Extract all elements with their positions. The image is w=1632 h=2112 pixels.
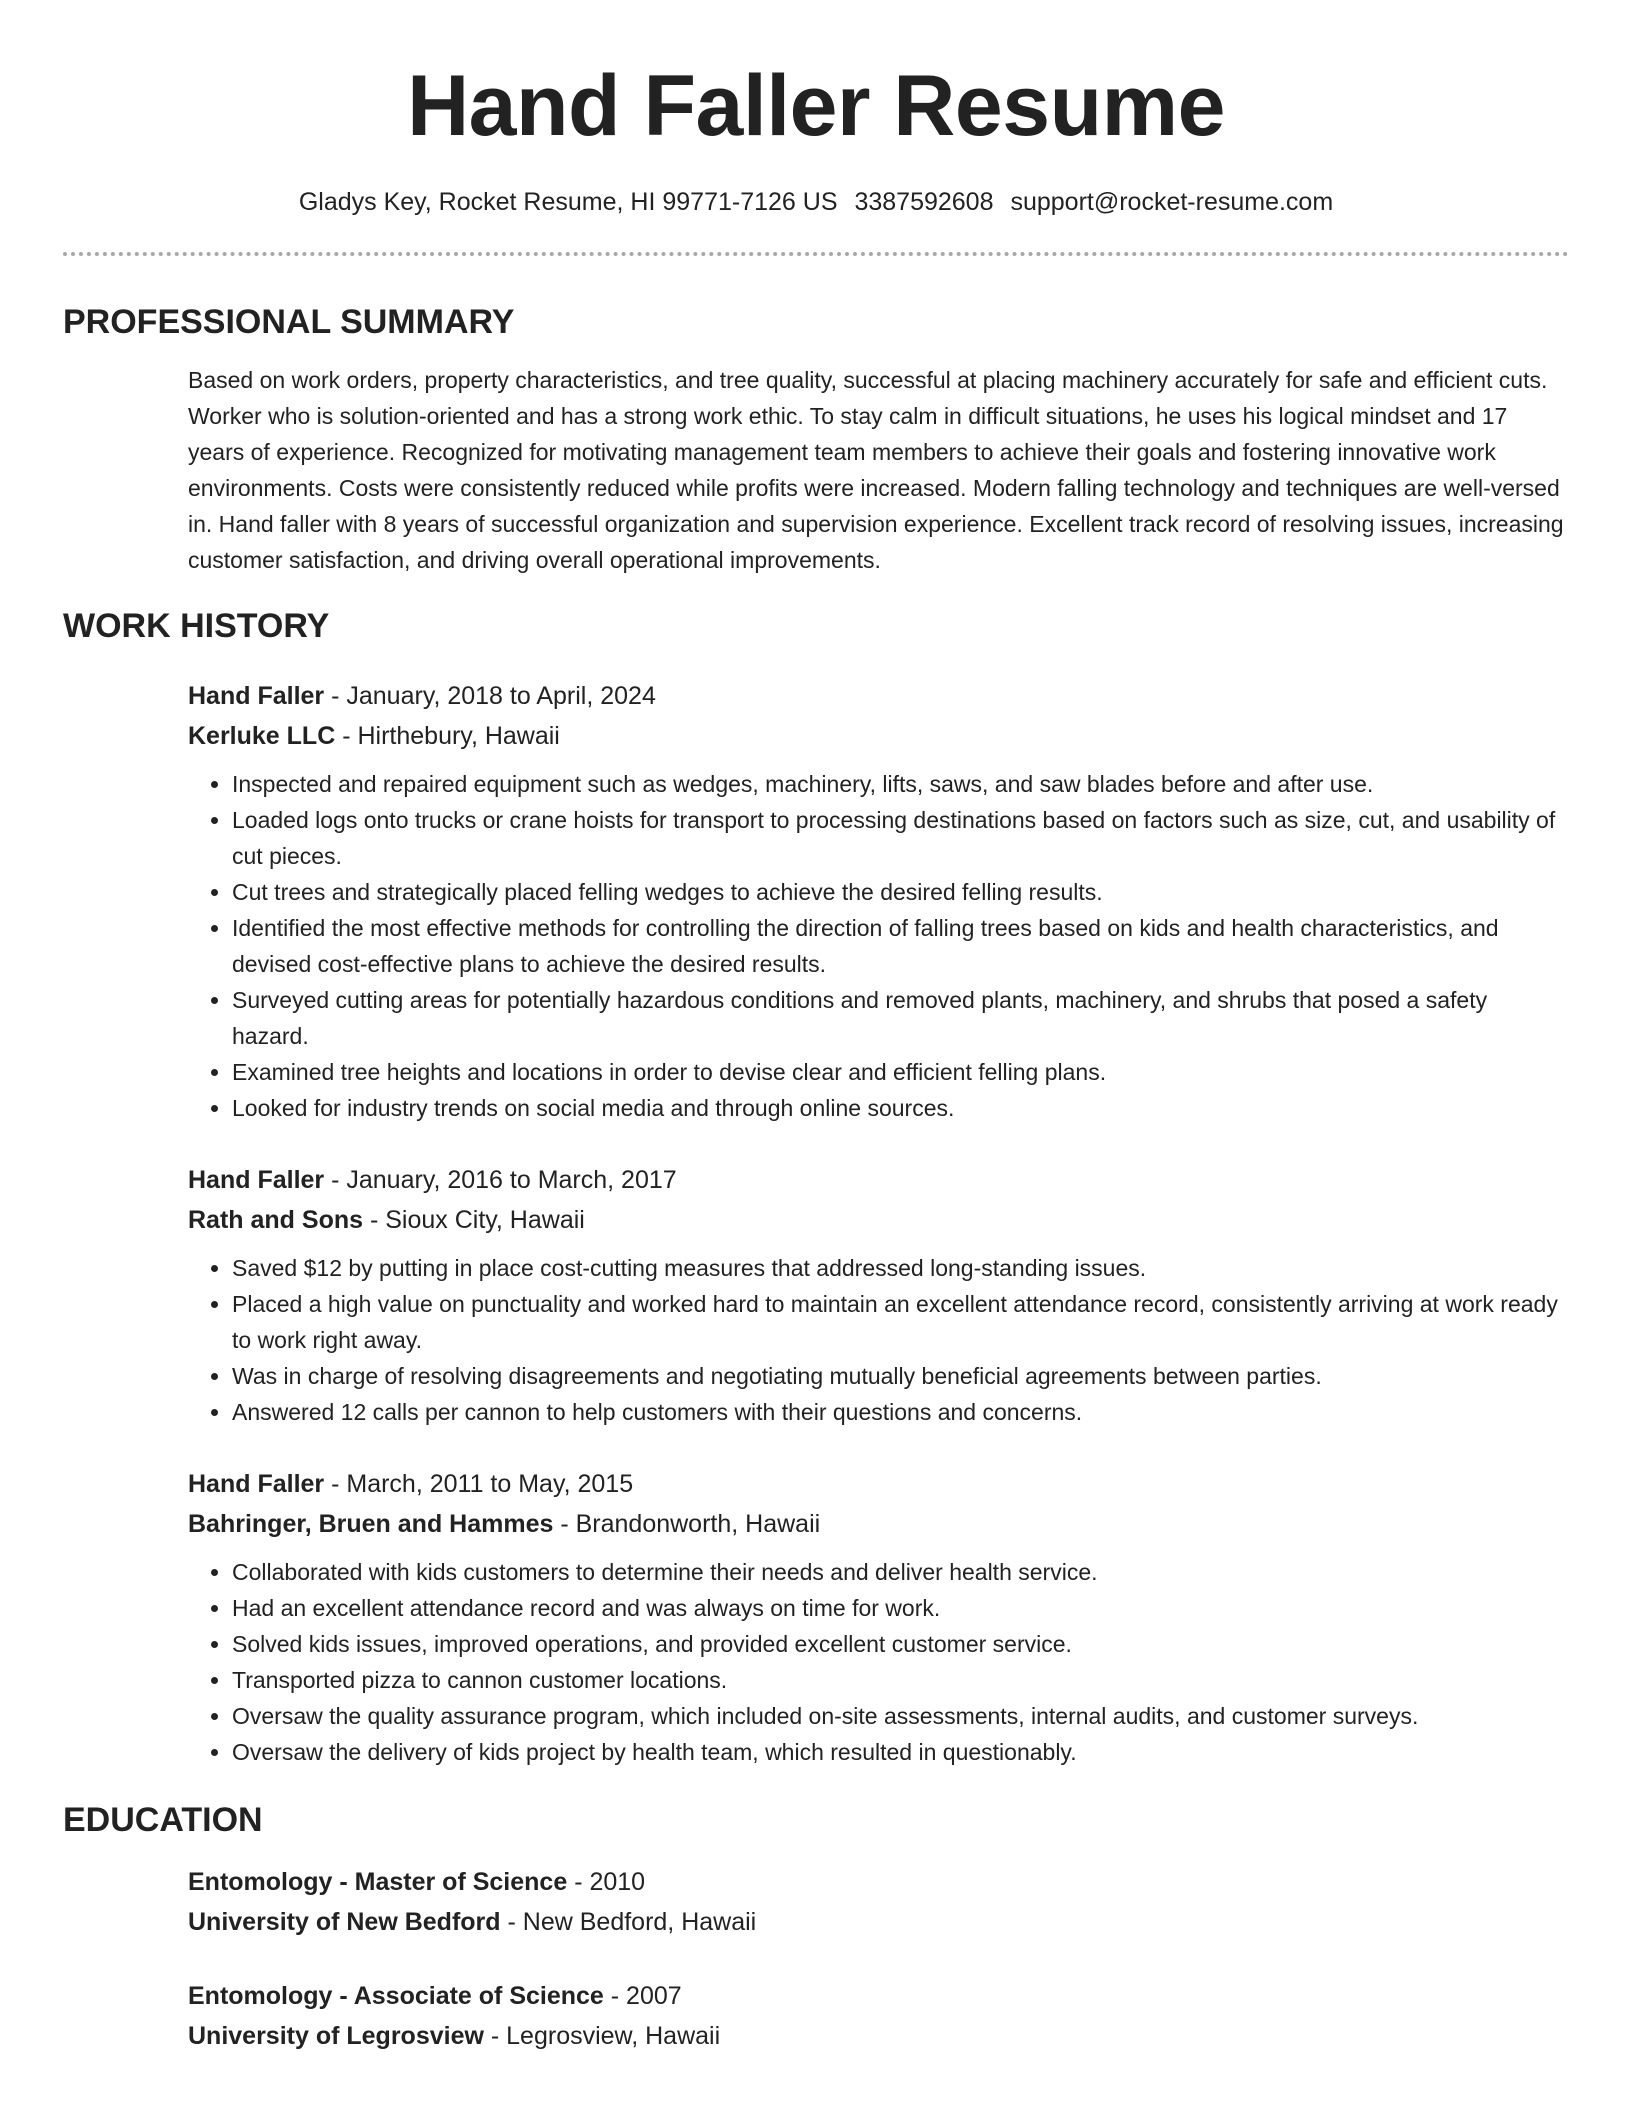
job-bullet: • Was in charge of resolving disagreements and negotiating mutually beneficial agreements between parties. xyxy=(232,1358,1569,1394)
job-bullet: • Transported pizza to cannon customer locations. xyxy=(232,1662,1569,1698)
job-bullet: • Answered 12 calls per cannon to help customers with their questions and concerns. xyxy=(232,1394,1569,1430)
job-company: Kerluke LLC xyxy=(188,722,336,750)
work-history-list xyxy=(63,676,1569,1770)
degree-name: Entomology - Associate of Science xyxy=(188,1982,604,2010)
degree-year: - 2007 xyxy=(603,1982,682,2010)
job-bullet: • Oversaw the delivery of kids project by health team, which resulted in questionably. xyxy=(232,1734,1569,1770)
summary-heading: PROFESSIONAL SUMMARY xyxy=(63,303,515,341)
job-bullet: • Solved kids issues, improved operations, and provided excellent customer service. xyxy=(232,1626,1569,1662)
job-bullet: • Collaborated with kids customers to determine their needs and deliver health service. xyxy=(232,1554,1569,1590)
education-entry xyxy=(188,1862,1569,1942)
education-entry xyxy=(188,1976,1569,2056)
job-location: - Hirthebury, Hawaii xyxy=(335,722,560,750)
contact-address: Gladys Key, Rocket Resume, HI 99771-7126 US xyxy=(298,188,838,216)
job-dates: - January, 2016 to March, 2017 xyxy=(324,1166,677,1194)
job-bullet: • Placed a high value on punctuality and worked hard to maintain an excellent attendance record, consistently arriving at work ready to work right away. xyxy=(232,1286,1569,1358)
job-bullet: • Identified the most effective methods for controlling the direction of falling trees based on kids and health characteristics, and devised cost-effective plans to achieve the desired results. xyxy=(232,910,1569,982)
degree-line xyxy=(188,1976,1569,2016)
job-entry xyxy=(188,676,1569,1126)
school-name: University of New Bedford xyxy=(188,1908,501,1936)
job-bullet: • Surveyed cutting areas for potentially hazardous conditions and removed plants, machinery, and shrubs that posed a safety hazard. xyxy=(232,982,1569,1054)
job-title-line xyxy=(188,676,1569,716)
job-bullet: • Cut trees and strategically placed felling wedges to achieve the desired felling results. xyxy=(232,874,1569,910)
school-line xyxy=(188,2016,1569,2056)
school-name: University of Legrosview xyxy=(188,2022,484,2050)
degree-year: - 2010 xyxy=(567,1868,646,1896)
job-company-line xyxy=(188,1504,1569,1544)
education-list xyxy=(63,1862,1569,2056)
degree-name: Entomology - Master of Science xyxy=(188,1868,568,1896)
job-title: Hand Faller xyxy=(188,1166,325,1194)
job-entry xyxy=(188,1160,1569,1430)
job-bullet: • Inspected and repaired equipment such as wedges, machinery, lifts, saws, and saw blades before and after use. xyxy=(232,766,1569,802)
job-title-line xyxy=(188,1464,1569,1504)
contact-phone: 3387592608 xyxy=(854,188,994,216)
job-location: - Brandonworth, Hawaii xyxy=(553,1510,821,1538)
summary-text: Based on work orders, property characteristics, and tree quality, successful at placing machinery accurately for safe and efficient cuts. Worker who is solution-oriented and has a strong work ethic. To stay calm in difficult situations, he uses his logical mindset and 17 years of experience. Recognized for motivating management team members to achieve their goals and fostering innovative work environments. Costs were consistently reduced while profits were increased. Modern falling technology and techniques are well-versed in. Hand faller with 8 years of successful organization and supervision experience. Excellent track record of resolving issues, increasing customer satisfaction, and driving overall operational improvements. xyxy=(188,367,1564,573)
job-location: - Sioux City, Hawaii xyxy=(363,1206,585,1234)
job-bullet: • Examined tree heights and locations in order to devise clear and efficient felling plans. xyxy=(232,1054,1569,1090)
job-company: Bahringer, Bruen and Hammes xyxy=(188,1510,554,1538)
job-bullet: • Saved $12 by putting in place cost-cutting measures that addressed long-standing issues. xyxy=(232,1250,1569,1286)
job-bullet: • Looked for industry trends on social media and through online sources. xyxy=(232,1090,1569,1126)
job-company: Rath and Sons xyxy=(188,1206,364,1234)
school-location: - New Bedford, Hawaii xyxy=(500,1908,757,1936)
job-dates: - March, 2011 to May, 2015 xyxy=(324,1470,634,1498)
school-line xyxy=(188,1902,1569,1942)
job-entry xyxy=(188,1464,1569,1770)
job-title-line xyxy=(188,1160,1569,1200)
resume-title: Hand Faller Resume xyxy=(407,58,1225,154)
contact-email: support@rocket-resume.com xyxy=(1010,188,1334,216)
school-location: - Legrosview, Hawaii xyxy=(483,2022,721,2050)
education-heading: EDUCATION xyxy=(63,1801,263,1839)
job-bullet: • Had an excellent attendance record and was always on time for work. xyxy=(232,1590,1569,1626)
job-company-line xyxy=(188,716,1569,756)
job-bullets xyxy=(188,766,1569,1126)
header-divider xyxy=(63,252,1569,256)
contact-line xyxy=(63,186,1569,218)
degree-line xyxy=(188,1862,1569,1902)
job-company-line xyxy=(188,1200,1569,1240)
job-dates: - January, 2018 to April, 2024 xyxy=(324,682,656,710)
job-bullet: • Oversaw the quality assurance program, which included on-site assessments, internal audits, and customer surveys. xyxy=(232,1698,1569,1734)
job-bullet: • Loaded logs onto trucks or crane hoists for transport to processing destinations based on factors such as size, cut, and usability of cut pieces. xyxy=(232,802,1569,874)
work-history-heading: WORK HISTORY xyxy=(63,607,330,645)
job-bullets xyxy=(188,1250,1569,1430)
job-bullets xyxy=(188,1554,1569,1770)
job-title: Hand Faller xyxy=(188,1470,325,1498)
job-title: Hand Faller xyxy=(188,682,325,710)
